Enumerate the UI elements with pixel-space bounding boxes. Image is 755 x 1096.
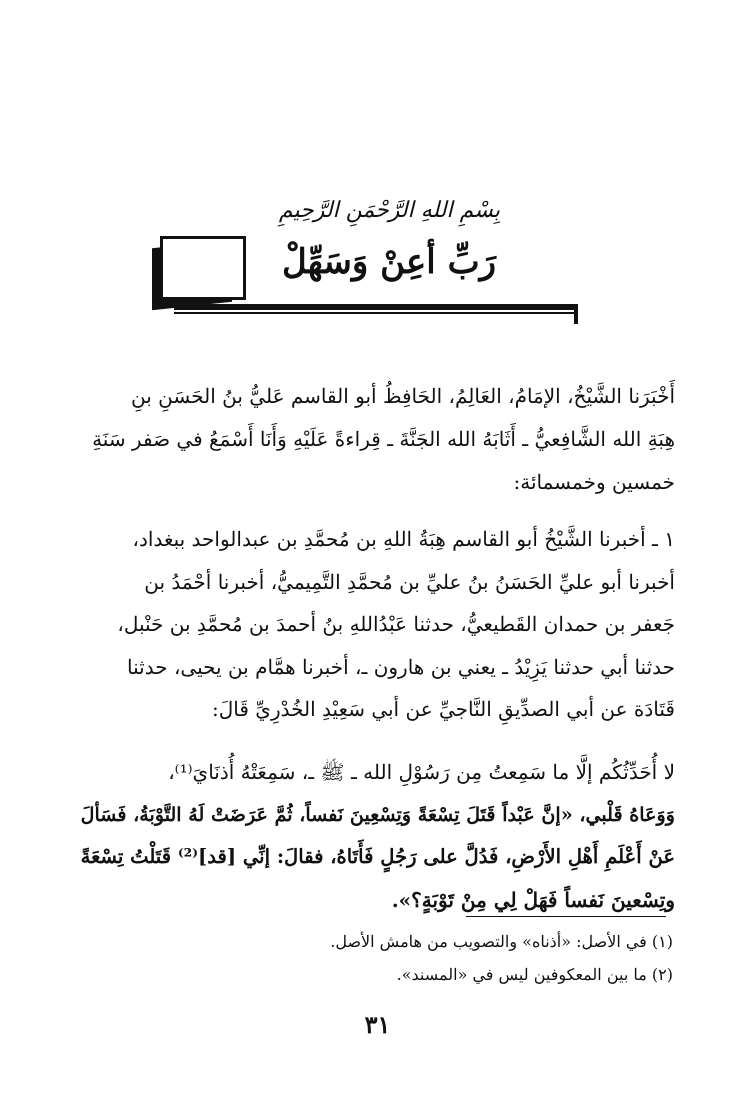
footnote-1: (١) في الأصل: «أذناه» والتصويب من هامش الأصل. xyxy=(330,932,673,951)
isnad-line: أخبرنا أبو عليِّ الحَسَنُ بنُ عليِّ بن مُحمَّدِ التَّمِيميُّ، أخبرنا أحْمَدُ بن xyxy=(144,570,675,594)
ornament-frame-box xyxy=(160,236,246,300)
intro-line: أَخْبَرَنا الشَّيْخُ، الإمَامُ، العَالِمُ، الحَافِظُ أبو القاسم عَليُّ بنُ الحَسَنِ بنِ xyxy=(131,384,675,408)
isnad-line: قَتَادَة عن أبي الصدِّيقِ النَّاجيِّ عن أبي سَعِيْدِ الخُدْرِيِّ قَالَ: xyxy=(212,697,675,721)
header-title: رَبِّ أعِنْ وَسَهِّلْ xyxy=(281,242,496,282)
isnad-line: ١ ـ أخبرنا الشَّيْخُ أبو القاسم هِبَةُ اللهِ بن مُحمَّدِ بن عبدالواحد ببغداد، xyxy=(132,527,675,551)
ornament-rule-thick xyxy=(174,304,578,310)
matn-line: وتِسْعينَ نَفساً فَهَلْ لِي مِنْ تَوْبَةٍ؟». xyxy=(391,888,675,912)
isnad-line: جَعفر بن حمدان القَطيعيُّ، حدثنا عَبْدُاللهِ بنُ أحمدَ بن مُحمَّدِ بن حَنْبل، xyxy=(117,612,675,636)
ornament-rule-thin xyxy=(174,312,578,314)
intro-line: خمسين وخمسمائة: xyxy=(513,470,675,494)
matn-line: عَنْ أَعْلَمِ أَهْلِ الأَرْضِ، فَدُلَّ على رَجُلٍ فَأَتَاهُ، فقالَ: إنِّي [قد]⁽²⁾ قَتَلْتُ تِسْعَةً xyxy=(80,845,675,868)
basmala-calligraphy: بِسْمِ اللهِ الرَّحْمَنِ الرَّحِيمِ xyxy=(278,198,500,223)
isnad-line: حدثنا أبي حدثنا يَزِيْدُ ـ يعني بن هارون ـ، أخبرنا همَّام بن يحيى، حدثنا xyxy=(127,655,675,679)
footnote-2: (٢) ما بين المعكوفين ليس في «المسند». xyxy=(396,965,673,984)
chapter-header-ornament xyxy=(150,198,582,324)
matn-line: لا أُحَدِّثُكُم إلَّا ما سَمِعتُ مِن رَسُوْلِ الله ـ ﷺ ـ، سَمِعَتْهُ أُذنَايَ⁽¹⁾، xyxy=(168,760,675,784)
ornament-rule-end xyxy=(574,304,578,324)
footnote-separator xyxy=(466,916,666,917)
matn-line: وَوَعَاهُ قَلْبي، «إنَّ عَبْداً قَتَلَ تِسْعَةً وَتِسْعِينَ نَفساً، ثُمَّ عَرَضَتْ لَهُ التَّوْبَةُ، فَسَألَ xyxy=(80,803,675,826)
page-number: ٣١ xyxy=(364,1010,391,1039)
intro-line: هِبَةِ الله الشَّافِعيُّ ـ أَثَابَهُ الله الجَنَّةَ ـ قِراءةً عَلَيْهِ وَأَنَا أَسْمَعُ في صَفر سَنَةِ xyxy=(92,427,675,451)
